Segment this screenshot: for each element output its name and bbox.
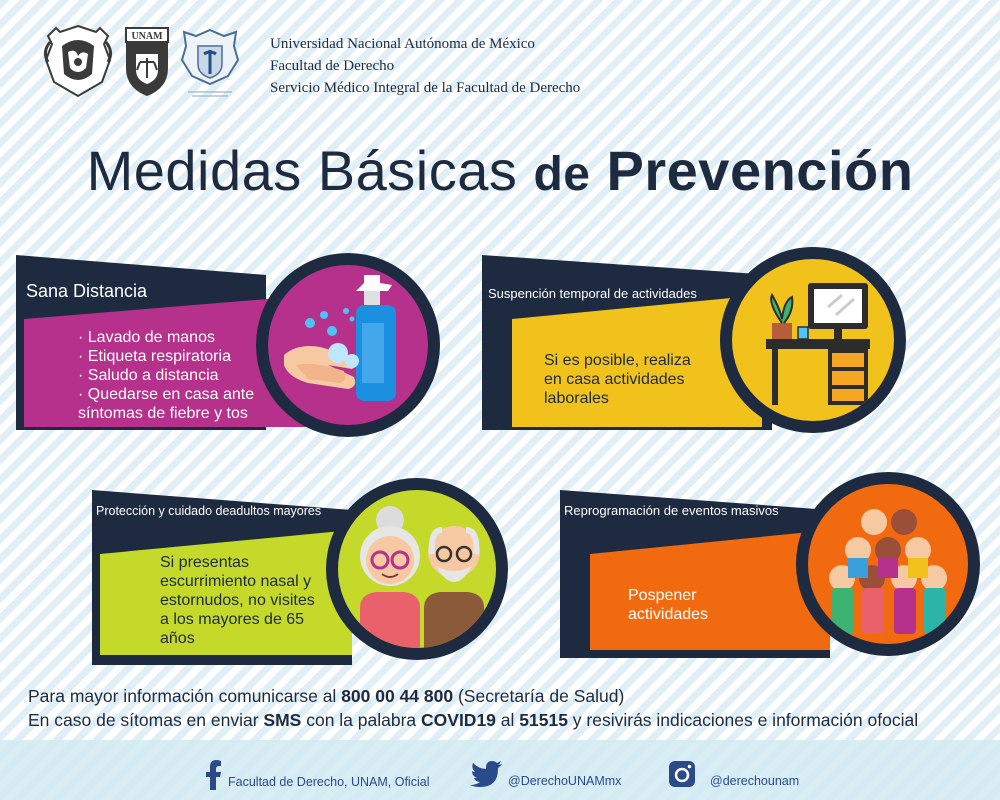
unam-law-shield-logo: [122, 24, 172, 98]
panel-reprogramacion-text: [628, 586, 708, 624]
medical-service-seal-logo: [178, 24, 242, 100]
text-line: escurrimiento nasal y: [160, 573, 312, 590]
text-line: en casa actividades: [544, 371, 685, 388]
page-title: [0, 138, 1000, 203]
twitter-link[interactable]: [470, 760, 621, 788]
title-regular: Medidas Básicas: [86, 139, 518, 202]
info-text: al: [495, 710, 520, 730]
list-item: síntomas de fiebre y tos: [78, 405, 248, 422]
text-line: a los mayores de 65: [160, 611, 305, 628]
instagram-label: @derechounam: [710, 774, 800, 788]
text-line: estornudos, no visites: [160, 592, 315, 609]
service-name: Servicio Médico Integral de la Facultad de Derecho: [270, 80, 581, 96]
info-text: En caso de sítomas en enviar: [28, 710, 264, 730]
twitter-label: @DerechoUNAMmx: [508, 774, 622, 788]
text-line: actividades: [628, 606, 709, 623]
panel-proteccion-title: Protección y cuidado deadultos mayores: [96, 504, 322, 518]
crowd-circle: [796, 472, 980, 656]
instagram-icon: [668, 760, 696, 788]
panel-proteccion-text: [160, 553, 315, 648]
elderly-couple-circle: [326, 478, 508, 660]
list-item: · Etiqueta respiratoria: [78, 348, 231, 365]
handwashing-icon: [268, 265, 428, 425]
text-line: Si es posible, realiza: [544, 352, 691, 369]
elderly-couple-icon: [338, 490, 496, 648]
home-office-circle: [720, 247, 906, 433]
panel-suspencion-title: Suspención temporal de actividades: [488, 286, 697, 301]
facebook-link[interactable]: [206, 760, 429, 790]
list-item: · Saludo a distancia: [78, 367, 219, 384]
info-line-phone: [28, 686, 624, 707]
unam-logo-text: UNAM: [131, 31, 163, 42]
facebook-icon: [206, 760, 222, 790]
panel-sana-distancia-list: [78, 328, 254, 423]
sms-number: 51515: [519, 710, 568, 730]
faculty-name: Facultad de Derecho: [270, 58, 395, 74]
title-bold: Prevención: [606, 139, 914, 202]
text-line: Pospener: [628, 587, 697, 604]
sms-label: SMS: [263, 710, 302, 730]
unam-shield-logo: [38, 22, 118, 100]
facebook-label: Facultad de Derecho, UNAM, Oficial: [228, 775, 430, 789]
institution-name: Universidad Nacional Autónoma de México: [270, 36, 535, 52]
info-text: Para mayor información comunicarse al: [28, 686, 342, 706]
panel-reprogramacion-title: Reprogramación de eventos masivos: [564, 503, 779, 518]
info-line-sms: [28, 710, 918, 731]
crowd-icon: [808, 484, 968, 644]
info-text: con la palabra: [301, 710, 422, 730]
instagram-link[interactable]: [668, 760, 799, 788]
text-line: Si presentas: [160, 554, 249, 571]
home-office-desk-icon: [732, 259, 894, 421]
phone-number: 800 00 44 800: [341, 686, 454, 706]
info-text: y resivirás indicaciones e información ofocial: [567, 710, 919, 730]
panel-suspencion-text: [544, 351, 691, 408]
handwashing-circle: [256, 253, 440, 437]
sms-keyword: COVID19: [421, 710, 496, 730]
title-de: de: [533, 148, 591, 201]
text-line: laborales: [544, 390, 609, 407]
panel-sana-distancia-title: Sana Distancia: [26, 281, 148, 301]
twitter-icon: [470, 761, 502, 787]
info-text: (Secretaría de Salud): [453, 686, 625, 706]
list-item: · Quedarse en casa ante: [78, 386, 255, 403]
text-line: años: [160, 630, 195, 647]
list-item: · Lavado de manos: [78, 329, 215, 346]
